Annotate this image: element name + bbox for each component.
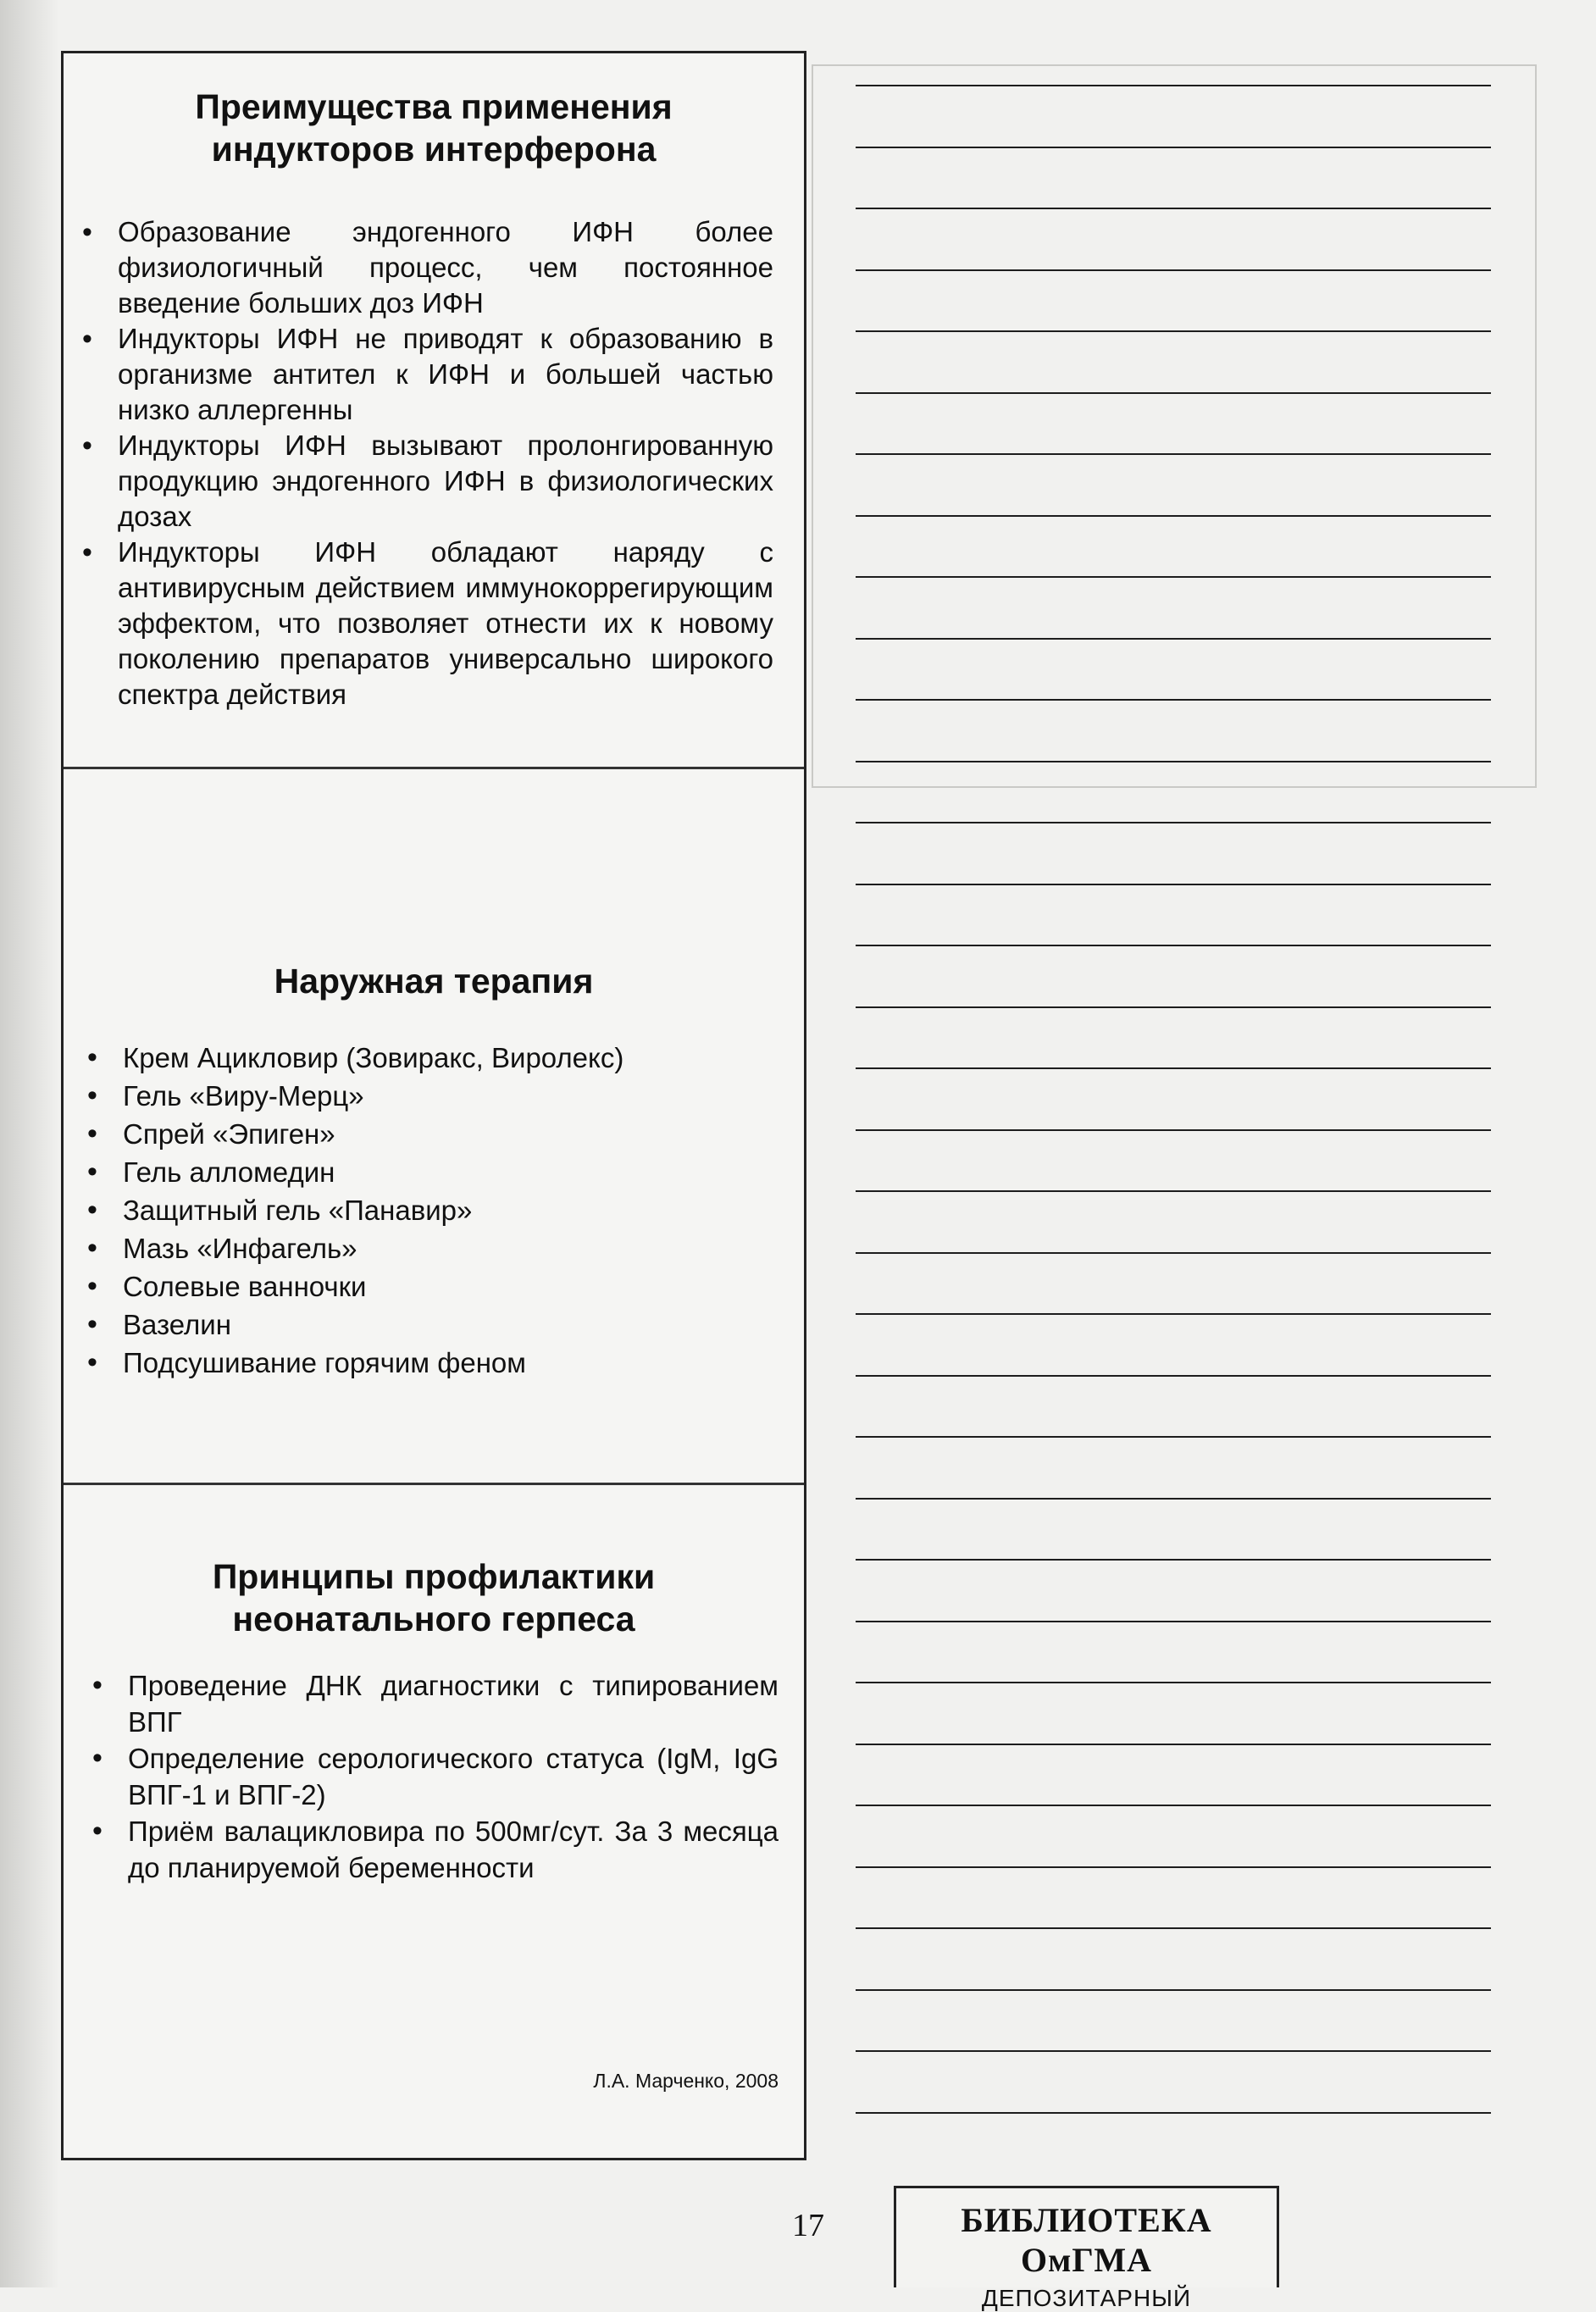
page-edge-shadow [0,0,59,2287]
list-item: • Мазь «Инфагель» [84,1229,779,1267]
stamp-subtitle: ДЕПОЗИТАРНЫЙ [981,2285,1192,2311]
note-line [856,1006,1491,1008]
list-item: • Гель «Виру-Мерц» [84,1077,779,1115]
slide-title-line: неонатального герпеса [232,1600,635,1638]
slide-title [64,86,804,170]
note-line [856,1989,1491,1991]
note-line [856,1682,1491,1683]
note-line [856,1313,1491,1315]
note-line [856,453,1491,455]
list-item: • Проведение ДНК диагностики с типированием ВПГ [89,1667,779,1740]
note-line [856,1927,1491,1929]
list-item: • Приём валацикловира по 500мг/сут. За 3 месяца до планируемой беременности [89,1813,779,1886]
note-line [856,1067,1491,1069]
note-line [856,576,1491,578]
note-line [856,1375,1491,1377]
list-item: • Образование эндогенного ИФН более физиологичный процесс, чем постоянное введение больших доз ИФН [79,214,773,321]
slide-neonatal-herpes-prevention [64,1485,804,2158]
citation-author: Л.А. Марченко, 2008 [593,2070,779,2092]
note-line [856,147,1491,148]
note-line [856,269,1491,271]
note-line [856,1805,1491,1806]
note-line [856,1559,1491,1561]
bullet-list [89,1667,779,1886]
list-item: • Индукторы ИФН обладают наряду с антивирусным действием иммунокоррегирующим эффектом, что позволяет отнести их к новому поколению препаратов универсально широкого спектра действия [79,535,773,712]
note-line [856,330,1491,332]
note-line [856,2112,1491,2114]
note-line [856,1498,1491,1500]
list-item: • Подсушивание горячим феном [84,1344,779,1382]
list-item: • Гель алломедин [84,1153,779,1191]
note-line [856,945,1491,946]
list-item: • Спрей «Эпиген» [84,1115,779,1153]
list-item: • Индукторы ИФН вызывают пролонгированную продукцию эндогенного ИФН в физиологических дозах [79,428,773,535]
note-line [856,2050,1491,2052]
note-line [856,85,1491,86]
list-item: • Защитный гель «Панавир» [84,1191,779,1229]
slide-title-line: Наружная терапия [274,962,594,1001]
note-line [856,1744,1491,1745]
list-item: • Определение серологического статуса (IgM, IgG ВПГ-1 и ВПГ-2) [89,1740,779,1813]
slide-title [64,1555,804,1640]
note-line [856,1436,1491,1438]
note-line [856,515,1491,517]
bullet-list [79,214,773,712]
slide-interferon-inducers [64,53,804,769]
list-item: • Индукторы ИФН не приводят к образованию в организме антител к ИФН и большей частью низко аллергенны [79,321,773,428]
note-line [856,1866,1491,1868]
note-line [856,208,1491,209]
list-item: • Солевые ванночки [84,1267,779,1306]
slide-title [64,960,804,1002]
slides-column [61,51,806,2160]
slide-external-therapy [64,769,804,1485]
slide-title-line: Принципы профилактики [212,1557,656,1596]
note-line [856,1621,1491,1622]
note-line [856,699,1491,701]
note-line [856,638,1491,640]
page-number: 17 [792,2208,824,2243]
note-line [856,1252,1491,1254]
list-item: • Крем Ацикловир (Зовиракс, Виролекс) [84,1039,779,1077]
note-line [856,761,1491,762]
library-stamp [894,2186,1279,2311]
note-line [856,822,1491,823]
list-item: • Вазелин [84,1306,779,1344]
note-line [856,884,1491,885]
note-line [856,392,1491,394]
slide-title-line: Преимущества применения [195,87,673,126]
bullet-list [84,1039,779,1382]
slide-title-line: индукторов интерферона [211,130,657,169]
stamp-library-name: БИБЛИОТЕКА ОмГМА [961,2201,1212,2279]
notes-lines-area [830,59,1508,2143]
note-line [856,1190,1491,1192]
note-line [856,1129,1491,1131]
